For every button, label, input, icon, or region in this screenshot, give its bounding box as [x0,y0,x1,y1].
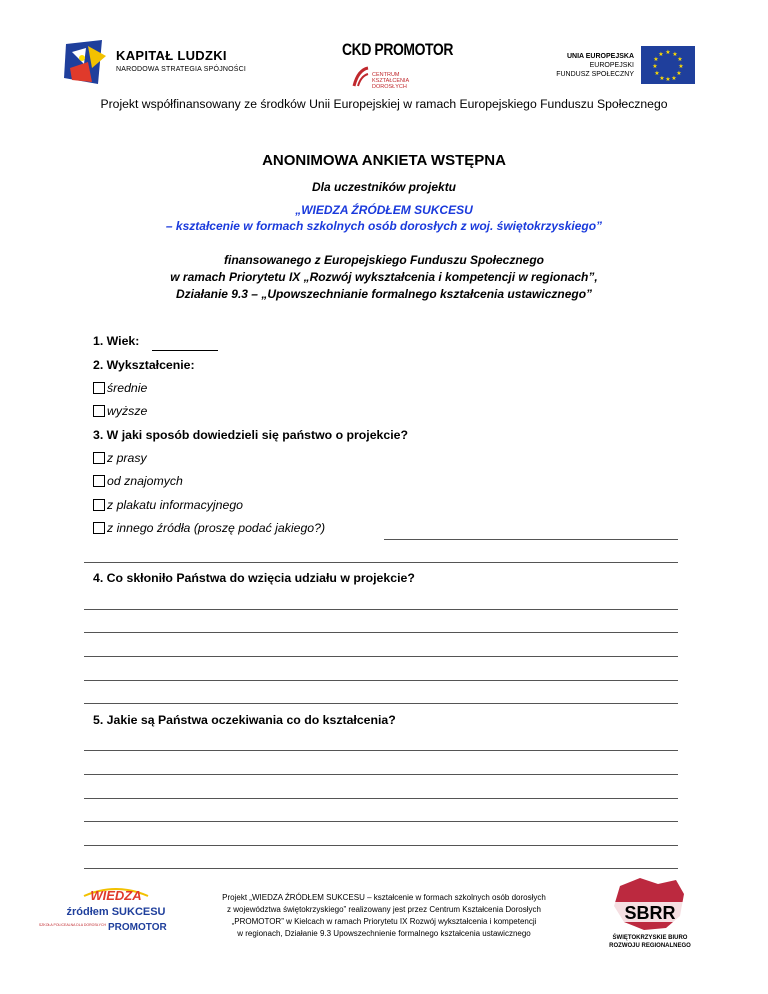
kapital-ludzki-title: KAPITAŁ LUDZKI [116,48,227,63]
option-label: wyższe [107,404,148,418]
option-label: średnie [107,381,148,395]
svg-text:★: ★ [659,75,665,82]
wiedza-logo-word: WIEDZA [90,888,142,903]
question-source: 3. W jaki sposób dowiedzieli się państwo o projekcie? [93,428,409,442]
checkbox-other[interactable] [93,522,105,534]
checkbox-friends[interactable] [93,475,105,487]
kapital-ludzki-logo [62,38,116,88]
svg-text:★: ★ [678,63,684,70]
eu-flag-icon [641,46,695,84]
option-higher[interactable] [93,404,147,418]
age-input-line[interactable] [152,350,218,351]
checkbox-poster[interactable] [93,499,105,511]
footer-project-info [186,892,582,940]
funding-line-2: w ramach Priorytetu IX „Rozwój wykształcenia i kompetencji w regionach”, [170,270,598,284]
eu-line-1: UNIA EUROPEJSKA [566,53,634,60]
option-other[interactable] [93,521,325,535]
option-press[interactable] [93,451,147,465]
cofinance-statement: Projekt współfinansowany ze środków Unii Europejskiej w ramach Europejskiego Funduszu Społecznego [100,97,668,111]
option-label: z plakatu informacyjnego [107,498,244,512]
wiedza-logo-small: SZKOŁA POLICEALNA DLA DOROSŁYCH [38,923,106,927]
footer-line-2: z województwa świętokrzyskiego” realizowany jest przez Centrum Kształcenia Dorosłych [227,905,541,914]
checkbox-higher[interactable] [93,405,105,417]
svg-text:★: ★ [665,49,671,56]
wiedza-logo-tagline: źródłem SUKCESU [66,906,166,918]
svg-text:★: ★ [652,63,658,70]
option-friends[interactable] [93,474,183,488]
eu-line-3: FUNDUSZ SPOŁECZNY [556,71,634,78]
answer-line[interactable] [84,609,678,610]
option-label: z innego źródła (proszę podać jakiego?) [107,521,326,535]
option-secondary[interactable] [93,381,147,395]
sbrr-region-map-icon [600,876,700,950]
answer-line[interactable] [84,868,678,869]
checkbox-secondary[interactable] [93,382,105,394]
wiedza-logo-promotor: PROMOTOR [108,922,167,933]
sbrr-name-2: ROZWOJU REGIONALNEGO [609,943,691,949]
sbrr-logo-letters: SBRR [624,903,676,923]
svg-text:★: ★ [671,75,677,82]
ckd-promotor-title: CKD PROMOTOR [342,40,453,59]
eu-line-2: EUROPEJSKI [589,62,634,69]
question-motivation: 4. Co skłoniło Państwa do wzięcia udziału w projekcie? [93,571,415,585]
svg-text:★: ★ [676,70,682,77]
project-name-line-1: „WIEDZA ŹRÓDŁEM SUKCESU [295,203,473,217]
footer-line-1: Projekt „WIEDZA ŹRÓDŁEM SUKCESU – kształcenie w formach szkolnych osób dorosłych [222,893,546,902]
sbrr-logo [600,876,700,950]
wiedza-zrodlem-sukcesu-logo [38,882,167,944]
option-label: od znajomych [107,474,183,488]
sbrr-name-1: ŚWIĘTOKRZYSKIE BIURO [612,935,688,941]
question-education: 2. Wykształcenie: [93,358,195,372]
kapital-ludzki-subtitle: NARODOWA STRATEGIA SPÓJNOŚCI [116,66,247,73]
answer-line[interactable] [84,656,678,657]
svg-text:★: ★ [672,51,678,58]
answer-line[interactable] [84,680,678,681]
wiedza-logo-icon [38,882,167,944]
for-participants: Dla uczestników projektu [311,180,457,194]
option-label: z prasy [107,451,147,465]
question-age: 1. Wiek: [93,334,140,348]
answer-line[interactable] [84,562,678,563]
answer-line[interactable] [84,774,678,775]
svg-text:★: ★ [677,56,683,63]
svg-text:★: ★ [653,56,659,63]
other-source-line[interactable] [384,539,678,540]
ckd-subtitle: CENTRUM KSZTAŁCENIA DOROSŁYCH [372,72,409,90]
answer-line[interactable] [84,632,678,633]
svg-text:★: ★ [665,76,671,83]
eu-text [552,52,634,79]
answer-line[interactable] [84,845,678,846]
kapital-ludzki-emblem-icon [62,38,116,88]
svg-text:★: ★ [658,51,664,58]
answer-line[interactable] [84,821,678,822]
footer-line-4: w regionach, Działanie 9.3 Upowszechnienie formalnego kształcenia ustawicznego [237,929,531,938]
project-name-line-2: – kształcenie w formach szkolnych osób dorosłych z woj. świętokrzyskiego” [165,219,603,233]
page-title: ANONIMOWA ANKIETA WSTĘPNA [262,152,506,169]
ckd-emblem-icon [352,66,370,88]
option-poster[interactable] [93,498,243,512]
answer-line[interactable] [84,703,678,704]
checkbox-press[interactable] [93,452,105,464]
svg-text:★: ★ [654,70,660,77]
answer-line[interactable] [84,798,678,799]
question-expectations: 5. Jakie są Państwa oczekiwania co do kształcenia? [93,713,396,727]
funding-line-1: finansowanego z Europejskiego Funduszu Społecznego [223,253,545,267]
answer-line[interactable] [84,750,678,751]
footer-line-3: „PROMOTOR” w Kielcach w ramach Priorytetu IX Rozwój wykształcenia i kompetencji [231,917,537,926]
funding-line-3: Działanie 9.3 – „Upowszechnianie formalnego kształcenia ustawicznego” [175,287,593,301]
